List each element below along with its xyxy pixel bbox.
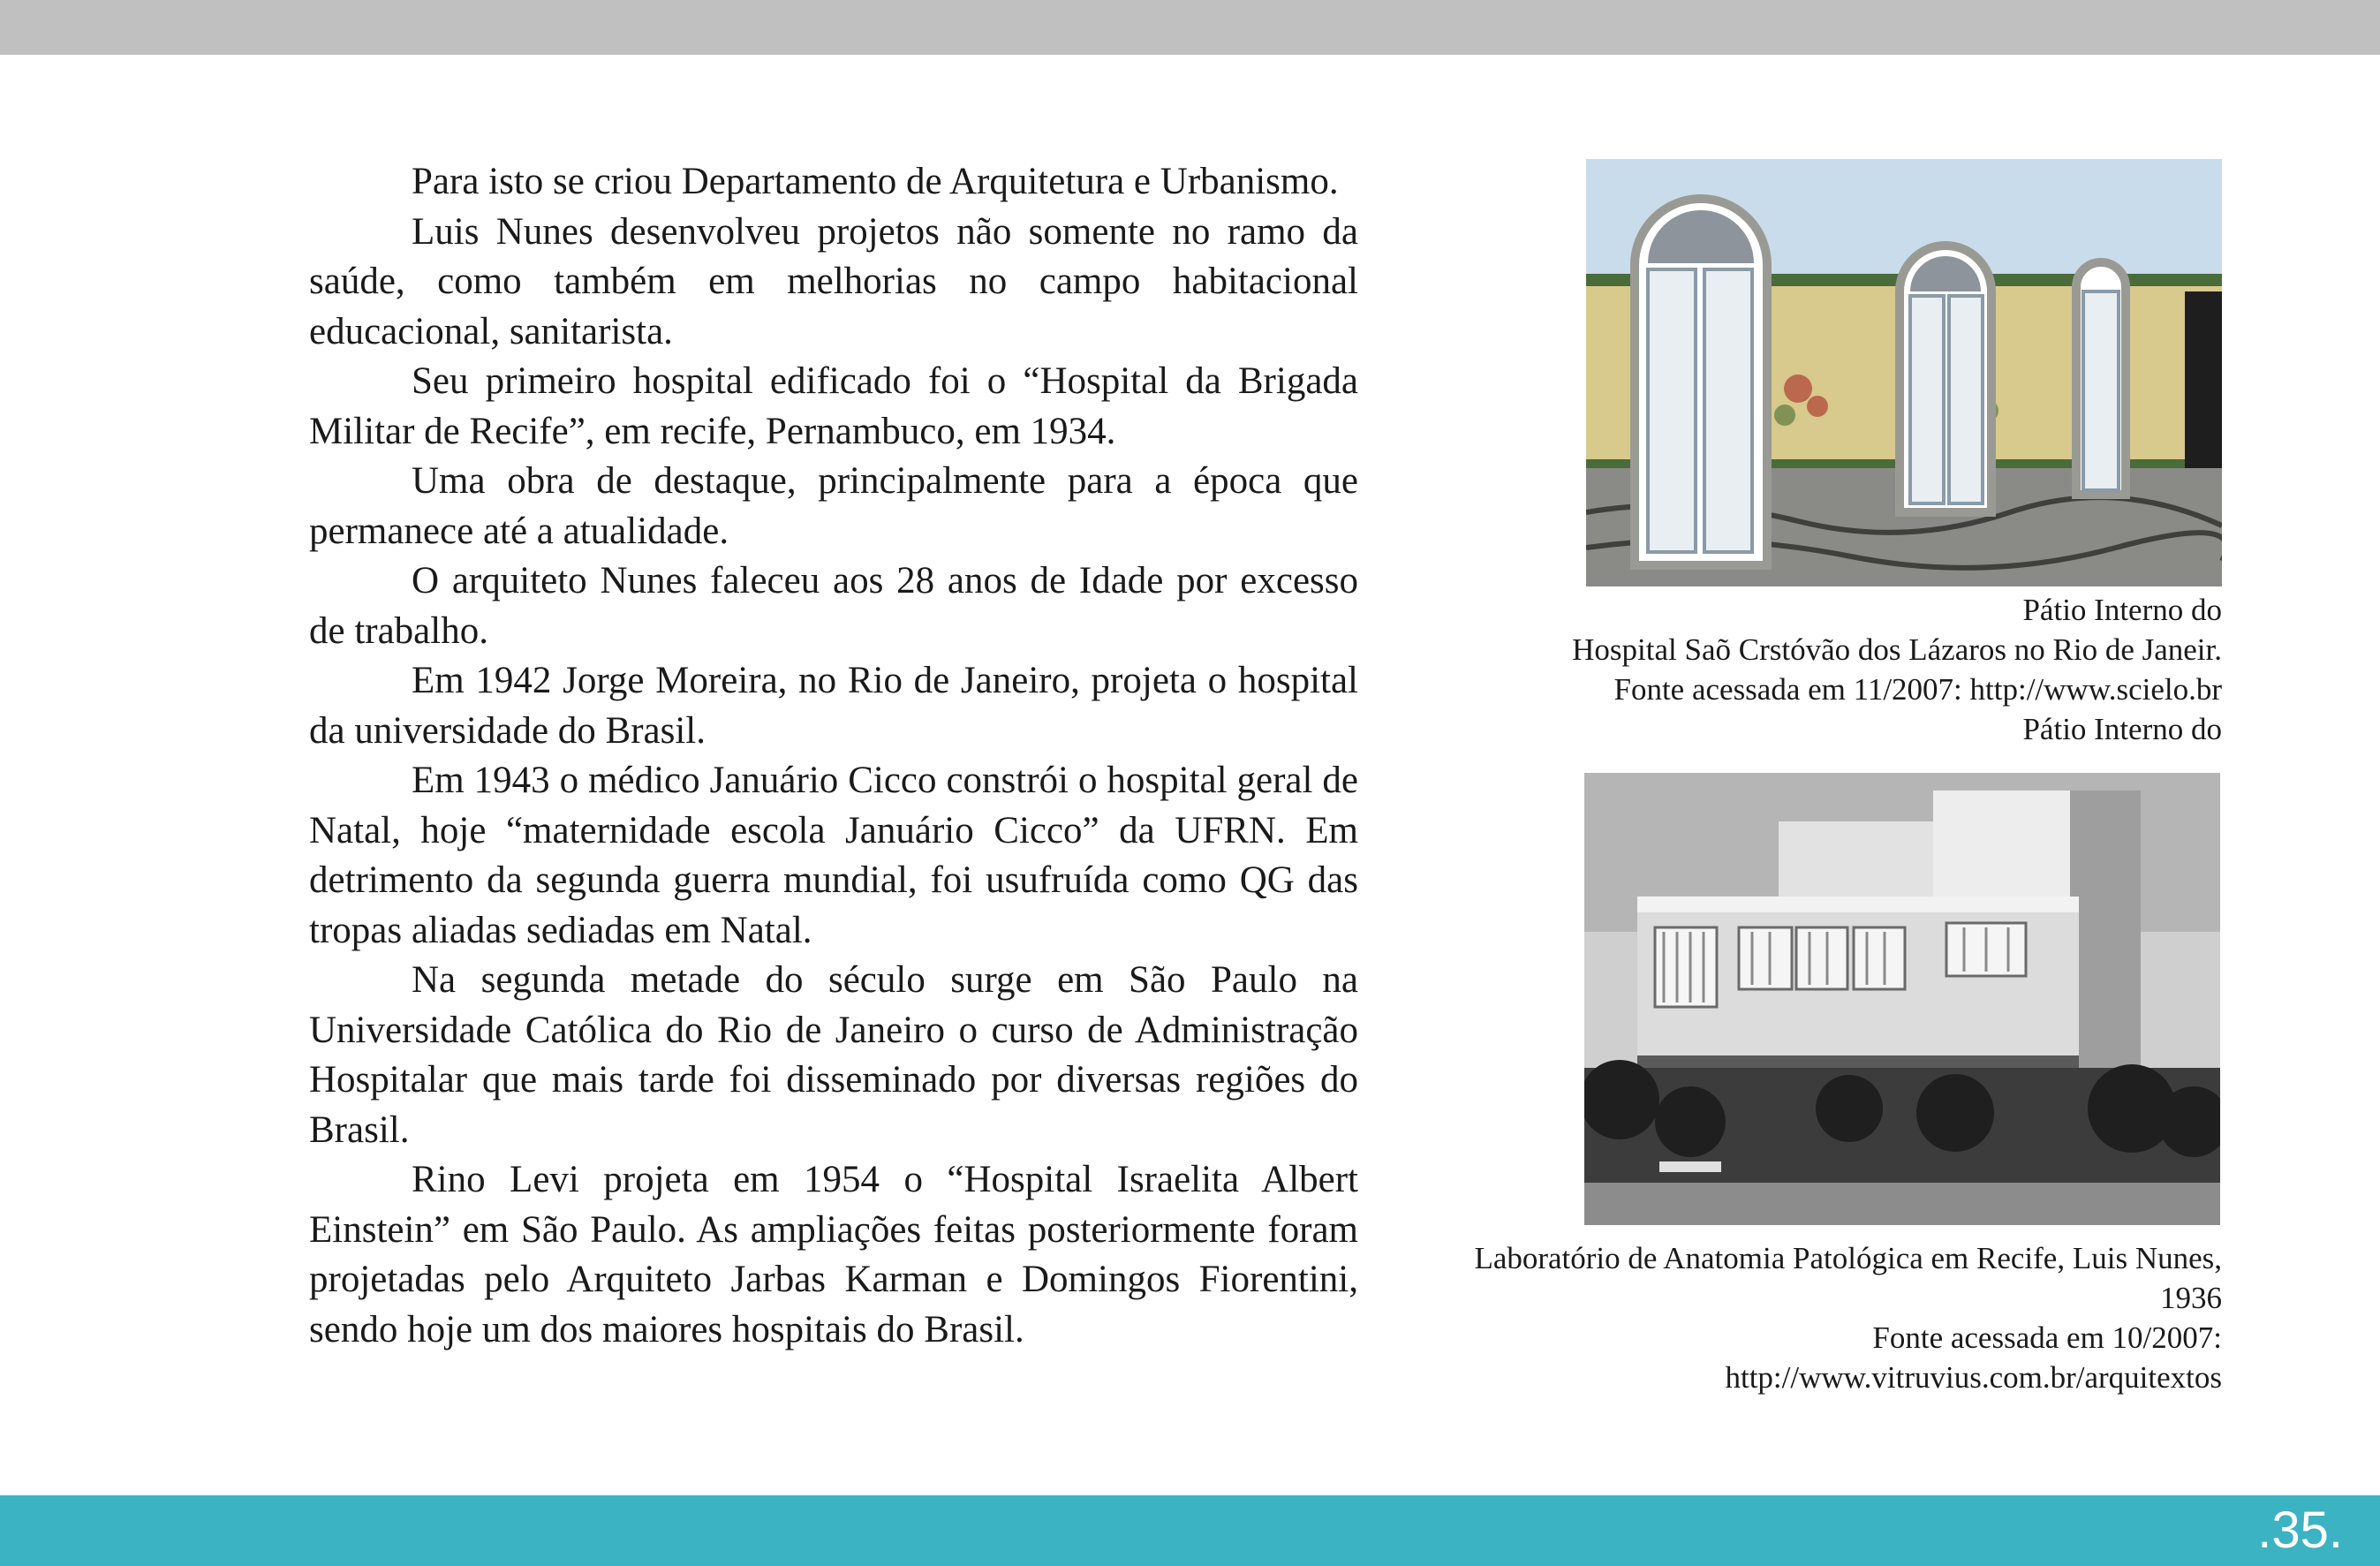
bottom-bar [0,1495,2380,1566]
laboratory-photo [1584,773,2220,1225]
paragraph: Seu primeiro hospital edificado foi o “Hospital da Brigada Militar de Recife”, em recife, Pernambuco, em 1934. [309,360,1358,452]
paragraph: Luis Nunes desenvolveu projetos não somente no ramo da saúde, como também em melhorias no campo habitacional educacional, sanitarista. [309,210,1358,352]
paragraph: Rino Levi projeta em 1954 o “Hospital Israelita Albert Einstein” em São Paulo. As ampliações feitas posteriormente foram projetadas pelo Arquiteto Jarbas Karman e Domingos Fiorentini, sendo hoje um dos maiores hospitais do Brasil. [309,1159,1358,1350]
paragraph: O arquiteto Nunes faleceu aos 28 anos de Idade por excesso de trabalho. [309,560,1358,652]
page-number: .35. [2257,1502,2343,1559]
caption-line: Hospital Saõ Crstóvão dos Lázaros no Rio de Janeir. [1572,632,2222,667]
body-text [309,157,1358,1355]
caption-line: Pátio Interno do [2022,712,2222,746]
courtyard-photo-image [1586,159,2222,586]
courtyard-caption [1413,590,2222,749]
caption-line: Fonte acessada em 11/2007: http://www.scielo.br [1613,672,2222,707]
caption-line: http://www.vitruvius.com.br/arquitextos [1725,1360,2222,1395]
paragraph: Em 1943 o médico Januário Cicco constrói o hospital geral de Natal, hoje “maternidade escola Januário Cicco” da UFRN. Em detrimento da segunda guerra mundial, foi usufruída como QG das tropas aliadas sediadas em Natal. [309,760,1358,951]
laboratory-photo-image [1584,773,2220,1225]
paragraph: Em 1942 Jorge Moreira, no Rio de Janeiro, projeta o hospital da universidade do Brasil. [309,660,1358,752]
caption-title: Laboratório de Anatomia Patológica em Recife, Luis Nunes, 1936 [1474,1241,2222,1315]
laboratory-caption [1413,1238,2222,1397]
caption-line: Fonte acessada em 10/2007: [1872,1320,2222,1355]
courtyard-photo [1586,159,2222,586]
top-bar [0,0,2380,55]
caption-line: Pátio Interno do [2022,593,2222,627]
paragraph: Uma obra de destaque, principalmente para a época que permanece até a atualidade. [309,460,1358,552]
paragraph: Para isto se criou Departamento de Arquitetura e Urbanismo. [412,161,1339,202]
paragraph: Na segunda metade do século surge em São Paulo na Universidade Católica do Rio de Janeiro o curso de Administração Hospitalar que mais tarde foi disseminado por diversas regiões do Brasil. [309,959,1358,1151]
